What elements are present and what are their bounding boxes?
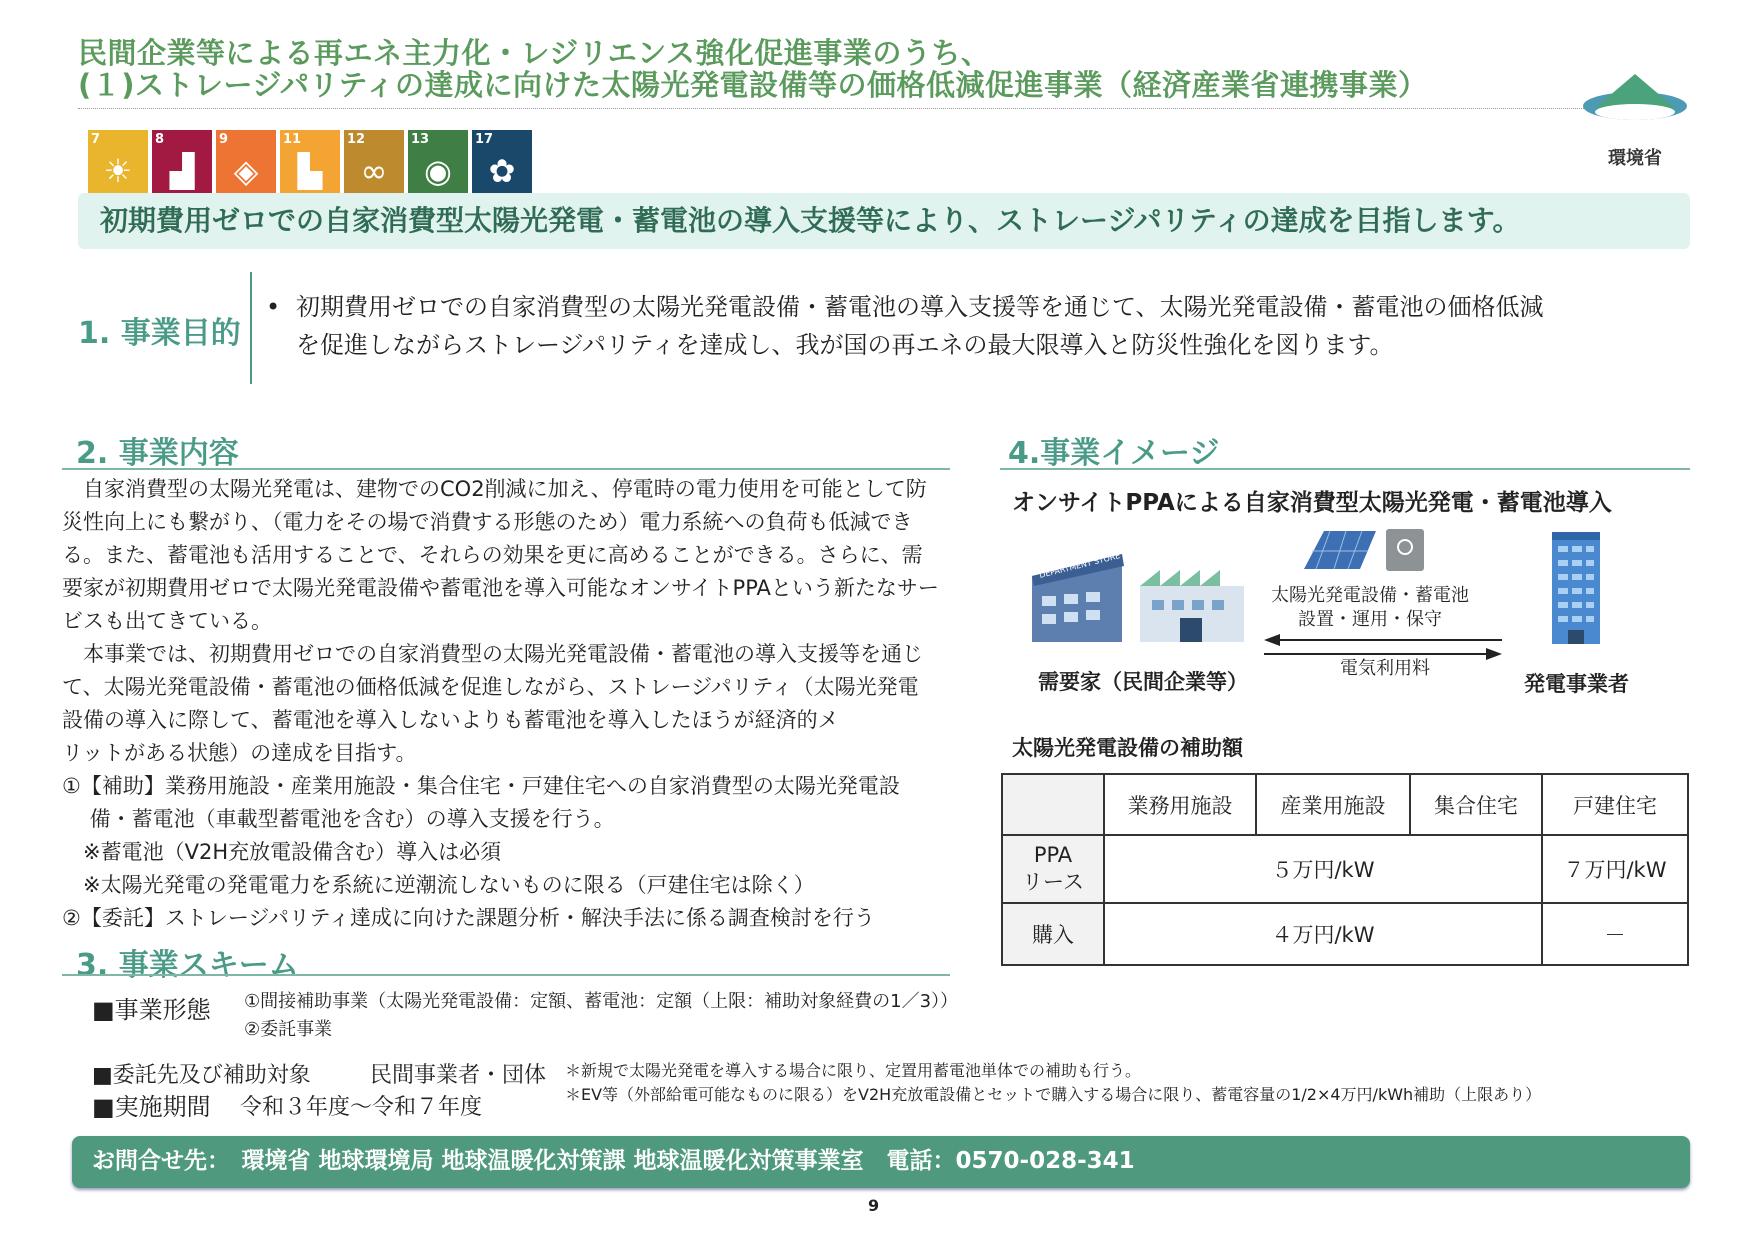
provider-building-icon [1548,528,1604,646]
sdg-number: 12 [347,132,366,147]
ministry-logo-icon [1580,68,1690,138]
sdg-goal-13-icon [408,130,468,193]
table-row-purchase-house: － [1542,903,1688,965]
sdg-goal-17-icon [472,130,532,193]
table-row-ppa-house: ７万円/kW [1542,835,1688,903]
sdg-goal-9-icon [216,130,276,193]
section2-line: 要家が初期費用ゼロで太陽光発電設備や蓄電池を導入可能なオンサイトPPAという新たなサー [62,576,939,600]
store-sign: DEPARTMENT STORE [1038,551,1122,580]
goal-banner: 初期費用ゼロでの自家消費型太陽光発電・蓄電池の導入支援等により、ストレージパリティの達成を目指します。 [78,193,1690,249]
sdg-glyph: ▙ [297,152,323,190]
consumer-buildings-icon [1030,548,1245,648]
scheme-note-2: ＊EV等（外部給電可能なものに限る）をV2H充放電設備とセットで購入する場合に限り、蓄電容量の1/2×4万円/kWh補助（上限あり） [565,1085,1542,1104]
sdg-glyph: ◈ [233,152,259,190]
provider-label: 発電事業者 [1524,672,1629,696]
section2-line: る。また、蓄電池も活用することで、それらの効果を更に高めることができる。さらに、需 [62,543,923,567]
table-header-office: 業務用施設 [1104,774,1256,835]
section2-rule [62,468,950,470]
section2-line: 災性向上にも繋がり、（電力をその場で消費する形態のため）電力系統への負荷も低減でき [62,510,913,534]
section1-divider [250,272,252,384]
section2-line: ビスも出てきている。 [62,609,272,633]
table-header-house: 戸建住宅 [1542,774,1688,835]
service-label [1270,584,1470,632]
table-row-ppa-label: PPA リース [1002,835,1104,903]
scheme-form-line-2: ②委託事業 [244,1019,333,1040]
section1-heading: 1. 事業目的 [78,316,241,351]
section1-line-2: を促進しながらストレージパリティを達成し、我が国の再エネの最大限導入と防災性強化を図ります。 [296,331,1394,359]
ministry-name: 環境省 [1608,148,1662,169]
section1-text [296,288,1544,364]
solar-battery-icon [1300,525,1430,575]
section2-line: 設備の導入に際して、蓄電池を導入しないよりも蓄電池を導入したほうが経済的メ [62,708,839,732]
title-line-1: 民間企業等による再エネ主力化・レジリエンス強化促進事業のうち、 [78,36,991,70]
sdg-glyph: ✿ [488,152,516,190]
sdg-number: 8 [155,132,165,147]
title-divider [78,108,1608,109]
scheme-period-label: ■実施期間 [92,1093,211,1121]
section2-line: 本事業では、初期費用ゼロでの自家消費型の太陽光発電設備・蓄電池の導入支援等を通じ [62,642,923,666]
section2-line: ①【補助】業務用施設・産業用施設・集合住宅・戸建住宅への自家消費型の太陽光発電設 [62,774,900,798]
scheme-period-value: 令和３年度～令和７年度 [240,1095,483,1120]
ministry-logo [1580,68,1690,168]
fee-label: 電気利用料 [1340,658,1430,679]
sdg-number: 11 [283,132,302,147]
section2-line: リットがある状態）の達成を目指す。 [62,741,417,765]
sdg-goal-7-icon [88,130,148,193]
section2-heading: 2. 事業内容 [76,436,239,471]
section4-subtitle: オンサイトPPAによる自家消費型太陽光発電・蓄電池導入 [1012,490,1612,516]
subsidy-table [1001,773,1689,966]
consumer-label: 需要家（民間企業等） [1038,670,1248,694]
service-line-1: 太陽光発電設備・蓄電池 [1271,585,1469,606]
service-line-2: 設置・運用・保守 [1298,609,1442,630]
table-row-ppa-value: ５万円/kW [1104,835,1542,903]
table-header-industrial: 産業用施設 [1256,774,1410,835]
section3-heading: 3. 事業スキーム [76,948,299,983]
scheme-form-label: ■事業形態 [92,996,211,1024]
sdg-number: 9 [219,132,229,147]
sdg-glyph: ▟ [169,152,195,190]
section2-body [62,473,962,935]
table-row-purchase-label: 購入 [1002,903,1104,965]
sdg-number: 17 [475,132,494,147]
scheme-note-1: ＊新規で太陽光発電を導入する場合に限り、定置用蓄電池単体での補助も行う。 [565,1061,1142,1080]
sdg-number: 7 [91,132,101,147]
section2-line: ※蓄電池（V2H充放電設備含む）導入は必須 [62,840,502,864]
contact-footer: お問合せ先： 環境省 地球環境局 地球温暖化対策課 地球温暖化対策事業室 電話：0570-028-341 [72,1136,1690,1188]
section2-line: て、太陽光発電設備・蓄電池の価格低減を促進しながら、ストレージパリティ（太陽光発電 [62,675,919,699]
section3-rule [62,974,950,976]
sdg-glyph: ◉ [424,152,452,190]
sdg-goal-8-icon [152,130,212,193]
section2-line: 備・蓄電池（車載型蓄電池を含む）の導入支援を行う。 [62,807,615,831]
scheme-target-label: ■委託先及び補助対象 [92,1063,311,1088]
sdg-icons [88,130,532,193]
subsidy-table-title: 太陽光発電設備の補助額 [1012,736,1243,760]
table-header-apartment: 集合住宅 [1410,774,1542,835]
section4-heading: 4.事業イメージ [1008,436,1220,471]
scheme-form-line-1: ①間接補助事業（太陽光発電設備：定額、蓄電池：定額（上限：補助対象経費の1／3）） [244,991,959,1012]
page-number: 9 [868,1196,880,1215]
section2-line: ②【委託】ストレージパリティ達成に向けた課題分析・解決手法に係る調査検討を行う [62,906,875,930]
scheme-target-value: 民間事業者・団体 [370,1063,547,1088]
sdg-glyph: ∞ [360,152,388,190]
sdg-number: 13 [411,132,430,147]
section2-line: ※太陽光発電の発電電力を系統に逆潮流しないものに限る（戸建住宅は除く） [62,873,815,897]
section1-line-1: 初期費用ゼロでの自家消費型の太陽光発電設備・蓄電池の導入支援等を通じて、太陽光発電設備・蓄電池の価格低減 [296,293,1544,321]
sdg-glyph: ☀ [103,152,133,190]
section2-line: 自家消費型の太陽光発電は、建物でのCO2削減に加え、停電時の電力使用を可能として防 [62,477,927,501]
table-row-purchase-value: ４万円/kW [1104,903,1542,965]
table-corner-cell [1002,774,1104,835]
title-line-2: (１)ストレージパリティの達成に向けた太陽光発電設備等の価格低減促進事業（経済産業省連携事業） [78,68,1428,102]
section1-bullet: • [266,293,281,321]
sdg-goal-12-icon [344,130,404,193]
section4-rule [1000,468,1690,470]
sdg-goal-11-icon [280,130,340,193]
